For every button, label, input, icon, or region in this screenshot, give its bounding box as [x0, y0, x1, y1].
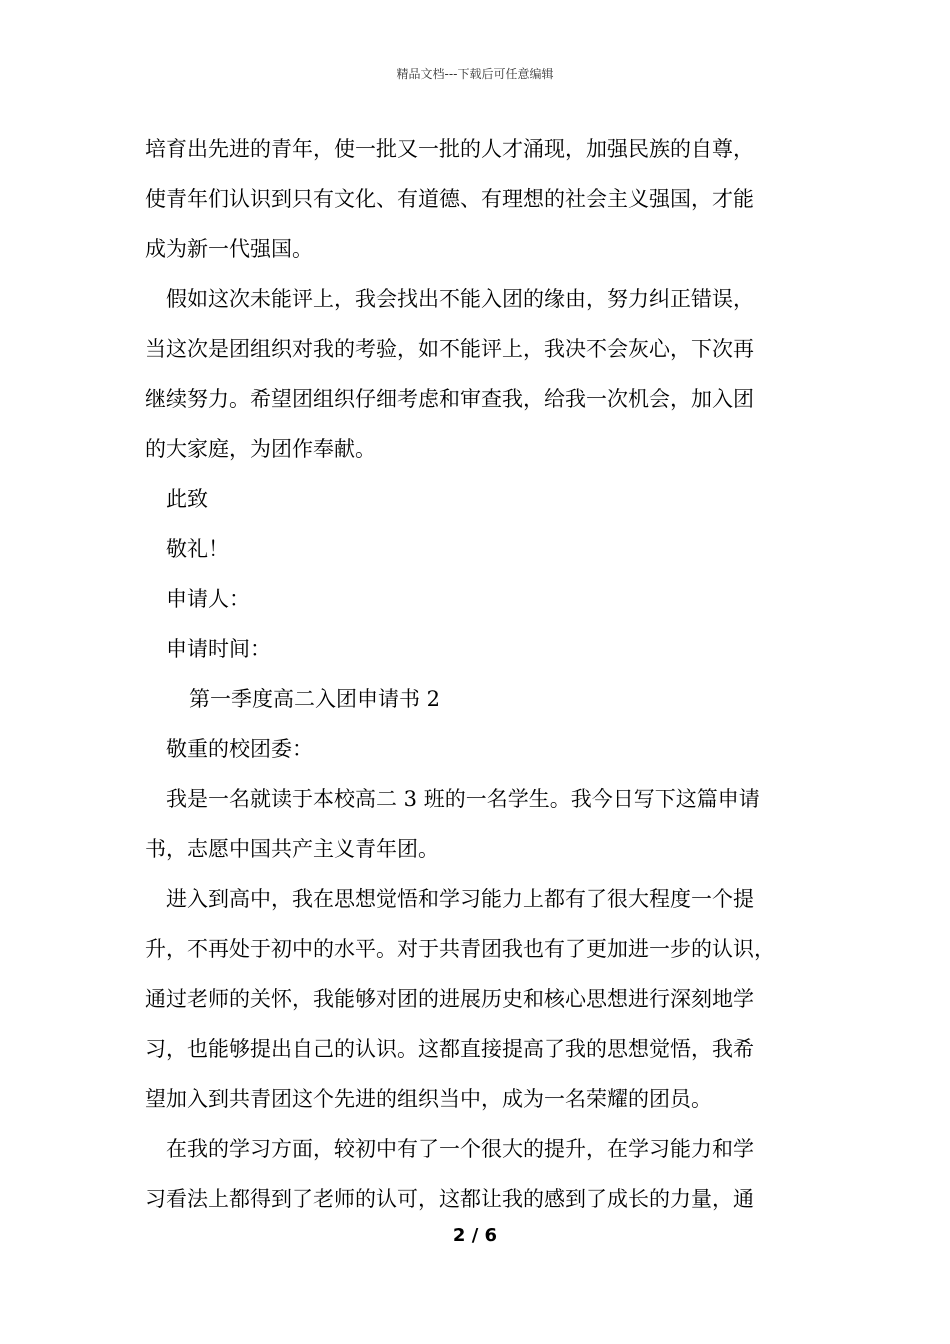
body-line: 成为新一代强国。	[145, 237, 313, 261]
body-line: 当这次是团组织对我的考验，如不能评上，我决不会灰心，下次再	[145, 337, 754, 361]
letter-salutation: 敬重的校团委：	[166, 737, 313, 761]
body-line: 通过老师的关怀，我能够对团的进展历史和核心思想进行深刻地学	[145, 987, 754, 1011]
body-line: 习，也能够提出自己的认识。这都直接提高了我的思想觉悟，我希	[145, 1037, 754, 1061]
application-date-label: 申请时间：	[166, 637, 271, 661]
body-line: 升，不再处于初中的水平。对于共青团我也有了更加进一步的认识，	[145, 937, 775, 961]
body-line: 培育出先进的青年，使一批又一批的人才涌现，加强民族的自尊，	[145, 137, 754, 161]
page-number: 2 / 6	[452, 1225, 498, 1246]
body-line: 我是一名就读于本校高二 3 班的一名学生。我今日写下这篇申请	[166, 787, 760, 811]
page-header: 精品文档---下载后可任意编辑	[396, 67, 554, 81]
document-body	[145, 124, 825, 1224]
body-line: 的大家庭，为团作奉献。	[145, 437, 376, 461]
body-line: 进入到高中，我在思想觉悟和学习能力上都有了很大程度一个提	[166, 887, 754, 911]
body-line: 假如这次未能评上，我会找出不能入团的缘由，努力纠正错误，	[166, 287, 754, 311]
body-line: 在我的学习方面，较初中有了一个很大的提升，在学习能力和学	[166, 1137, 754, 1161]
body-line: 继续努力。希望团组织仔细考虑和审查我，给我一次机会，加入团	[145, 387, 754, 411]
body-line: 书，志愿中国共产主义青年团。	[145, 837, 439, 861]
body-line: 望加入到共青团这个先进的组织当中，成为一名荣耀的团员。	[145, 1087, 712, 1111]
body-line: 习看法上都得到了老师的认可，这都让我的感到了成长的力量，通	[145, 1187, 754, 1211]
closing-regards: 敬礼！	[166, 537, 229, 561]
closing-salutation: 此致	[166, 487, 208, 511]
applicant-label: 申请人：	[166, 587, 250, 611]
body-line: 使青年们认识到只有文化、有道德、有理想的社会主义强国，才能	[145, 187, 754, 211]
section-title: 第一季度高二入团申请书 2	[189, 687, 441, 711]
